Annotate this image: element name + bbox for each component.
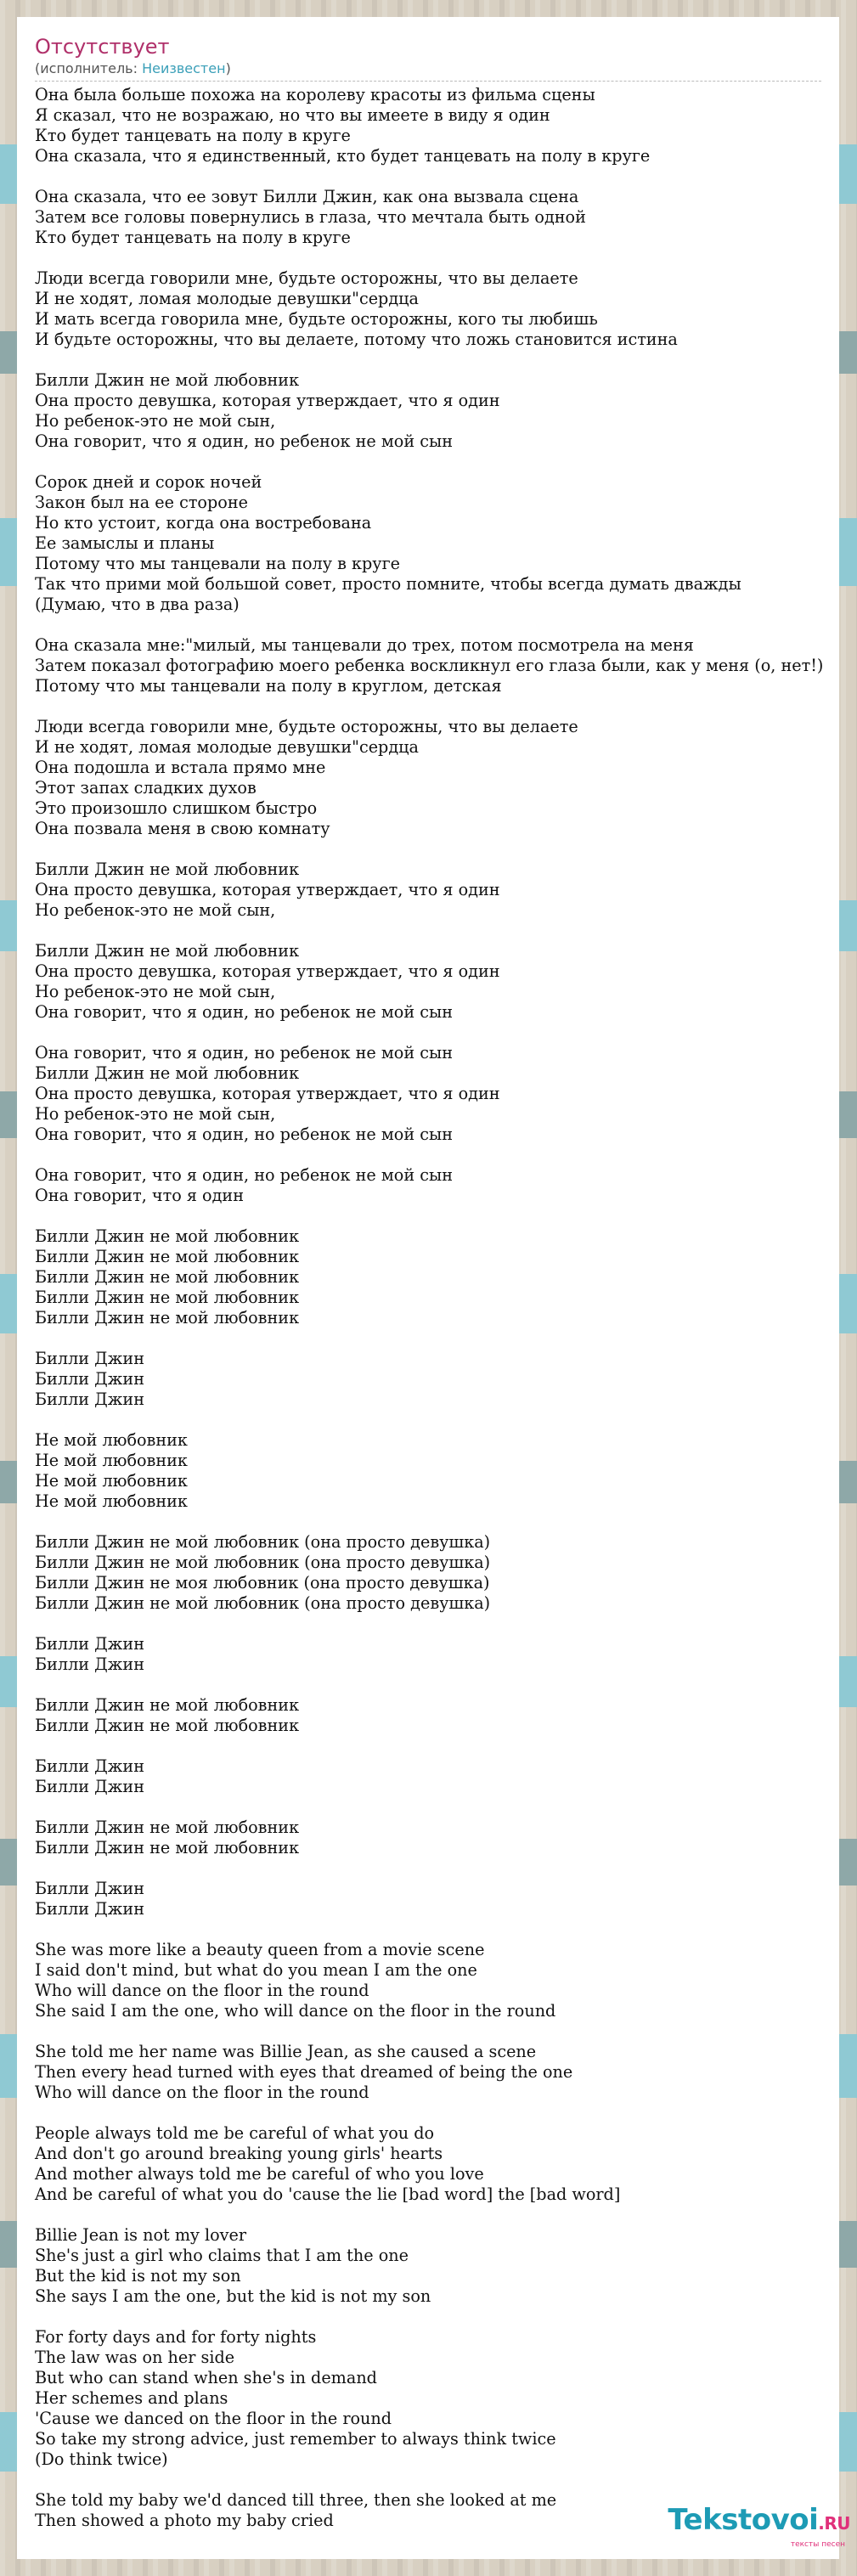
artist-suffix: ) [225,60,231,76]
lyric-line: Но кто устоит, когда она востребована [35,513,372,533]
lyric-line: Billie Jean is not my lover [35,2225,247,2245]
lyric-line: Ее замыслы и планы [35,533,215,553]
stanza-break [35,2103,833,2123]
lyric-line: Билли Джин [35,1634,144,1654]
lyric-line: Не мой любовник [35,1491,188,1511]
stanza-break [35,1797,833,1818]
stanza-break [35,1512,833,1532]
lyric-line: Она сказала, что я единственный, кто будет танцевать на полу в круге [35,146,651,166]
lyric-line: Но ребенок-это не мой сын, [35,900,276,920]
lyric-line: She told my baby we'd danced till three, then she looked at me [35,2490,557,2510]
lyric-line: Билли Джин не мой любовник [35,1267,300,1287]
lyric-line: Билли Джин не мой любовник [35,1695,300,1715]
lyric-line: Билли Джин [35,1654,144,1674]
lyric-line: Она подошла и встала прямо мне [35,758,326,777]
stanza-break [35,452,833,472]
lyric-line: Потому что мы танцевали на полу в круге [35,554,400,573]
lyric-line: And don't go around breaking young girls' hearts [35,2144,443,2163]
lyric-line: 'Cause we danced on the floor in the round [35,2409,392,2428]
stanza-break [35,1023,833,1043]
lyric-line: Не мой любовник [35,1451,188,1470]
lyric-line: So take my strong advice, just remember to always think twice [35,2429,556,2449]
lyric-line: She was more like a beauty queen from a movie scene [35,1940,485,1959]
artist-link[interactable]: Неизвестен [142,60,226,76]
stanza-break [35,615,833,635]
lyric-line: For forty days and for forty nights [35,2327,317,2347]
lyric-line: Затем все головы повернулись в глаза, что мечтала быть одной [35,207,586,227]
logo-wordmark [655,2503,850,2540]
stanza-break [35,350,833,370]
lyric-line: Она просто девушка, которая утверждает, что я один [35,391,500,410]
lyric-line: Билли Джин не мой любовник (она просто девушка) [35,1593,491,1613]
lyric-line: Она позвала меня в свою комнату [35,819,330,838]
lyric-line: Она говорит, что я один [35,1186,244,1205]
lyric-line: Потому что мы танцевали на полу в круглом, детская [35,676,502,696]
lyric-line: Билли Джин [35,1349,144,1368]
lyric-line: Не мой любовник [35,1471,188,1491]
lyric-line: Билли Джин [35,1777,144,1796]
stanza-break [35,921,833,941]
lyric-line: Люди всегда говорили мне, будьте осторожны, что вы делаете [35,268,578,288]
lyric-line: Билли Джин не мой любовник (она просто девушка) [35,1553,491,1572]
lyric-line: Билли Джин не мой любовник (она просто девушка) [35,1532,491,1552]
lyric-line: Сорок дней и сорок ночей [35,472,262,492]
stanza-break [35,1858,833,1879]
lyric-line: Она просто девушка, которая утверждает, что я один [35,880,500,899]
lyric-line: Билли Джин не мой любовник [35,1818,300,1837]
stanza-break [35,696,833,717]
lyric-line: Но ребенок-это не мой сын, [35,1104,276,1124]
lyric-line: Билли Джин не мой любовник [35,1838,300,1857]
lyric-line: Я сказал, что не возражаю, но что вы имеете в виду я один [35,105,550,125]
lyric-line: Кто будет танцевать на полу в круге [35,126,351,145]
lyric-line: Билли Джин не моя любовник (она просто девушка) [35,1573,490,1592]
lyric-line: Она просто девушка, которая утверждает, что я один [35,1084,500,1103]
lyrics-text [35,85,833,2531]
lyric-line: She said I am the one, who will dance on the floor in the round [35,2001,556,2021]
logo-tagline: тексты песен [790,2540,845,2549]
lyric-line: Она сказала мне:"милый, мы танцевали до трех, потом посмотрела на меня [35,635,694,655]
lyric-line: Билли Джин не мой любовник [35,1308,300,1327]
lyric-line: And be careful of what you do 'cause the lie [bad word] the [bad word] [35,2184,621,2204]
logo-name: Tekstovoi [668,2503,819,2537]
lyric-line: I said don't mind, but what do you mean I am the one [35,1960,477,1980]
artist-prefix: (исполнитель: [35,60,143,76]
lyric-line: She told me her name was Billie Jean, as she caused a scene [35,2042,537,2061]
stanza-break [35,166,833,187]
lyric-line: (Do think twice) [35,2449,168,2469]
lyric-line: Кто будет танцевать на полу в круге [35,228,351,247]
lyric-line: (Думаю, что в два раза) [35,595,240,614]
lyric-line: Билли Джин не мой любовник [35,1063,300,1083]
lyric-line: Она говорит, что я один, но ребенок не мой сын [35,1043,454,1063]
logo-tld: .RU [818,2513,850,2534]
lyric-line: Билли Джин не мой любовник [35,1716,300,1735]
lyric-line: Then every head turned with eyes that dreamed of being the one [35,2062,573,2082]
lyric-line: Билли Джин не мой любовник [35,941,300,961]
lyric-line: Билли Джин [35,1389,144,1409]
lyric-line: Билли Джин не мой любовник [35,1247,300,1266]
lyric-line: Билли Джин не мой любовник [35,1226,300,1246]
lyric-line: Она просто девушка, которая утверждает, что я один [35,961,500,981]
lyric-line: Who will dance on the floor in the round [35,1981,369,2000]
lyric-line: Затем показал фотографию моего ребенка воскликнул его глаза были, как у меня (о, нет!) [35,656,824,675]
lyric-line: Но ребенок-это не мой сын, [35,411,276,431]
stanza-break [35,839,833,860]
song-title: Отсутствует [35,35,170,59]
stanza-break [35,2307,833,2327]
stanza-break [35,1206,833,1226]
lyric-line: Она говорит, что я один, но ребенок не мой сын [35,1125,454,1144]
stanza-break [35,2470,833,2490]
lyric-line: Her schemes and plans [35,2388,228,2408]
stanza-break [35,1410,833,1430]
stanza-break [35,1919,833,1940]
stanza-break [35,1736,833,1756]
lyric-line: Билли Джин не мой любовник [35,1288,300,1307]
lyric-line: Закон был на ее стороне [35,493,248,512]
stanza-break [35,248,833,268]
lyric-line: The law was on her side [35,2348,235,2367]
lyric-line: Who will dance on the floor in the round [35,2083,369,2102]
lyric-line: Она говорит, что я один, но ребенок не мой сын [35,1165,454,1185]
stanza-break [35,2205,833,2225]
lyric-line: Этот запах сладких духов [35,778,257,798]
lyric-line: Люди всегда говорили мне, будьте осторожны, что вы делаете [35,717,578,736]
lyric-line: И мать всегда говорила мне, будьте осторожны, кого ты любишь [35,309,598,329]
lyric-line: Билли Джин [35,1369,144,1389]
lyric-line: Билли Джин не мой любовник [35,370,300,390]
lyric-line: And mother always told me be careful of who you love [35,2164,484,2184]
lyric-line: But the kid is not my son [35,2266,241,2286]
stanza-break [35,1675,833,1695]
lyric-line: Билли Джин [35,1879,144,1898]
lyric-line: И не ходят, ломая молодые девушки"сердца [35,289,419,308]
lyric-line: Но ребенок-это не мой сын, [35,982,276,1001]
lyric-line: Она сказала, что ее зовут Билли Джин, как она вызвала сцена [35,187,579,206]
lyric-line: Она говорит, что я один, но ребенок не мой сын [35,431,454,451]
lyric-line: Билли Джин [35,1756,144,1776]
lyric-line: People always told me be careful of what you do [35,2123,435,2143]
lyric-line: Она была больше похожа на королеву красоты из фильма сцены [35,85,595,104]
lyric-line: Билли Джин не мой любовник [35,860,300,879]
lyric-line: But who can stand when she's in demand [35,2368,377,2387]
lyric-line: Не мой любовник [35,1430,188,1450]
lyric-line: Так что прими мой большой совет, просто помните, чтобы всегда думать дважды [35,574,741,594]
lyric-line: Она говорит, что я один, но ребенок не мой сын [35,1002,454,1022]
lyric-line: И не ходят, ломая молодые девушки"сердца [35,737,419,757]
lyric-line: И будьте осторожны, что вы делаете, потому что ложь становится истина [35,330,678,349]
lyric-line: Билли Джин [35,1899,144,1919]
lyric-line: Then showed a photo my baby cried [35,2511,334,2530]
lyric-line: She's just a girl who claims that I am the one [35,2246,409,2265]
site-logo[interactable] [655,2503,850,2549]
artist-byline [35,60,821,82]
stanza-break [35,1145,833,1165]
stanza-break [35,1328,833,1349]
lyrics-panel [17,17,839,2559]
stanza-break [35,1614,833,1634]
lyric-line: She says I am the one, but the kid is not my son [35,2286,431,2306]
stanza-break [35,2021,833,2042]
lyric-line: Это произошло слишком быстро [35,798,318,818]
